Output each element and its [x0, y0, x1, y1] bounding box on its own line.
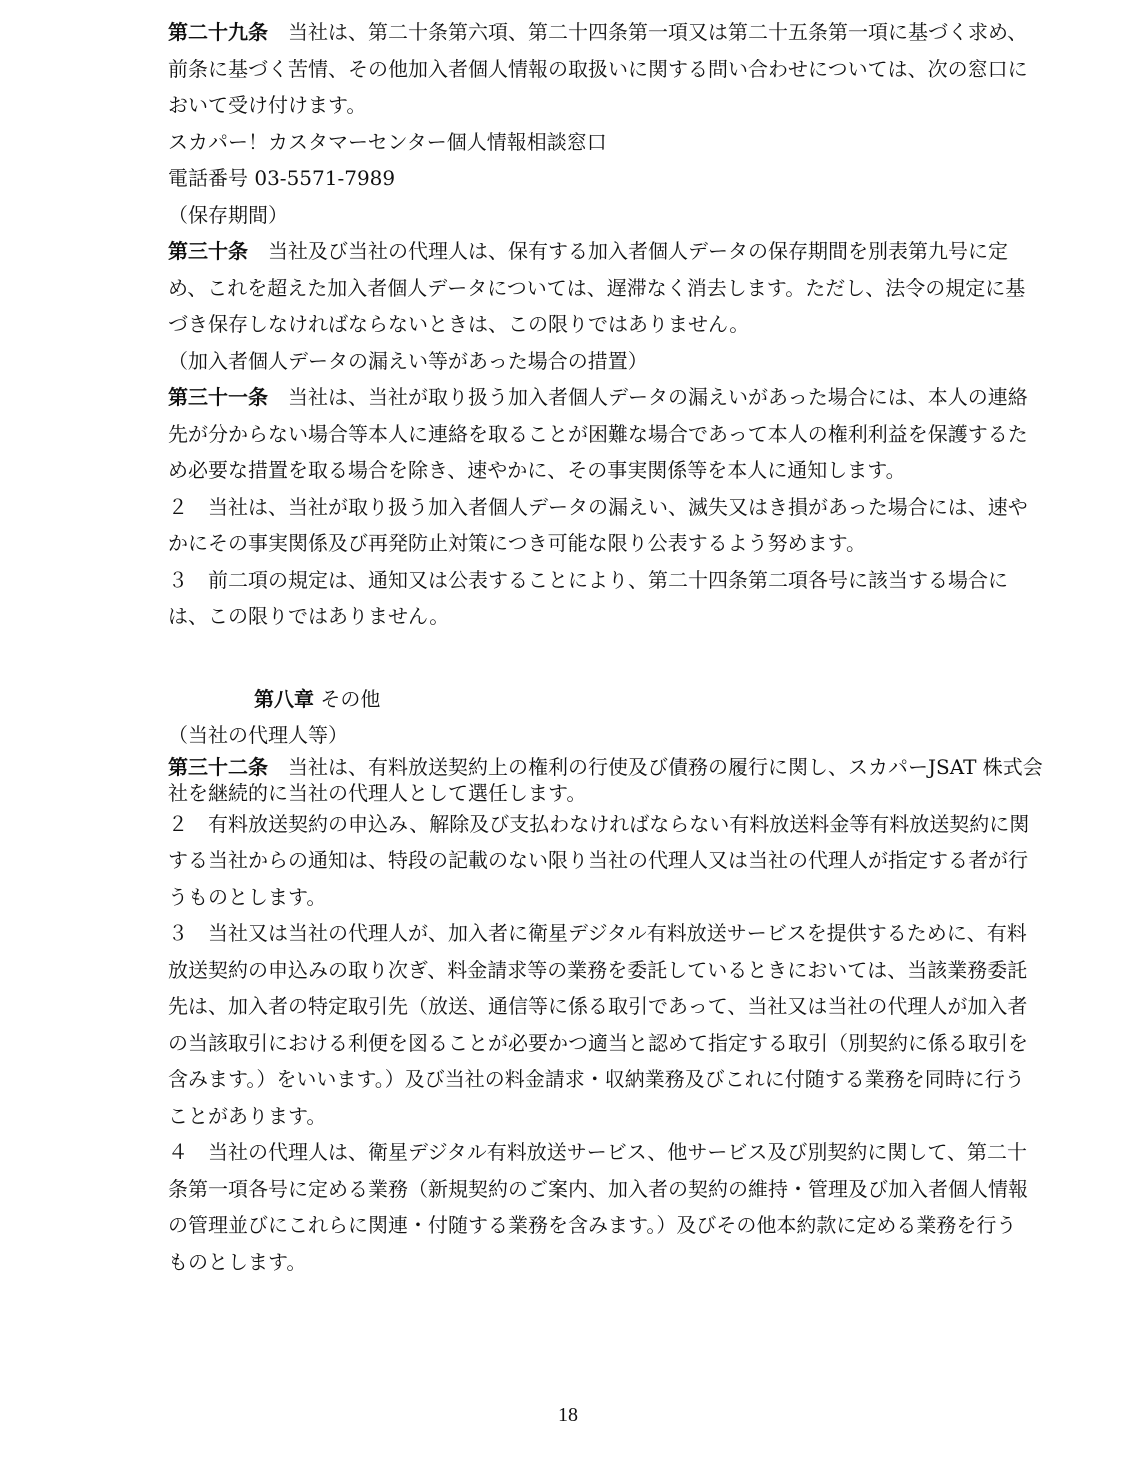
- article-32-line-2: 社を継続的に当社の代理人として選任します。: [168, 780, 587, 805]
- article-32-p3-line-6: ことがあります。: [168, 1103, 327, 1128]
- article-32-p4-line-4: ものとします。: [168, 1249, 307, 1274]
- article-31-line-2: 先が分からない場合等本人に連絡を取ることが困難な場合であって本人の権利利益を保護するた: [168, 421, 1028, 446]
- article-31-line-3: め必要な措置を取る場合を除き、速やかに、その事実関係等を本人に通知します。: [168, 458, 906, 482]
- article-29-line-2: 前条に基づく苦情、その他加入者個人情報の取扱いに関する問い合わせについては、次の窓口に: [168, 56, 1028, 81]
- article-29-line-1: 第二十九条 当社は、第二十条第六項、第二十四条第一項又は第二十五条第一項に基づく求め、: [168, 20, 1028, 44]
- article-31-p2-line-2: かにその事実関係及び再発防止対策につき可能な限り公表するよう努めます。: [168, 531, 866, 555]
- article-32-heading: 第三十二条: [168, 754, 268, 779]
- article-30-line-2: め、これを超えた加入者個人データについては、遅滞なく消去します。ただし、法令の規定に基: [168, 275, 1026, 300]
- article-31-heading: 第三十一条: [168, 385, 268, 409]
- contact-phone: 電話番号 03-5571-7989: [168, 166, 396, 190]
- article-32-caption: （当社の代理人等）: [168, 723, 348, 747]
- article-31-p3-line-1: ３ 前二項の規定は、通知又は公表することにより、第二十四条第二項各号に該当する場合に: [168, 567, 1008, 592]
- article-32-line-1: 第三十二条 当社は、有料放送契約上の権利の行使及び債務の履行に関し、スカパーJSAT 株式会: [168, 754, 1043, 779]
- article-32-p2-line-3: うものとします。: [168, 884, 327, 909]
- article-31-p3-line-2: は、この限りではありません。: [168, 604, 450, 628]
- chapter-8-heading: [168, 681, 1088, 718]
- article-32-p3-line-3: 先は、加入者の特定取引先（放送、通信等に係る取引であって、当社又は当社の代理人が加入者: [168, 994, 1028, 1018]
- article-32-p3-line-5: 含みます。）をいいます。）及び当社の料金請求・収納業務及びこれに付随する業務を同時に行う: [168, 1067, 1025, 1091]
- article-31-p2-line-1: ２ 当社は、当社が取り扱う加入者個人データの漏えい、滅失又はき損があった場合には、速や: [168, 494, 1028, 519]
- article-31-caption: （加入者個人データの漏えい等があった場合の措置）: [168, 348, 648, 373]
- article-30-line-3: づき保存しなければならないときは、この限りではありません。: [168, 312, 750, 336]
- article-32-p3-line-1: ３ 当社又は当社の代理人が、加入者に衛星デジタル有料放送サービスを提供するために、有料: [168, 921, 1027, 945]
- document-body: [168, 14, 1088, 1280]
- article-30-heading: 第三十条: [168, 239, 248, 263]
- article-32-p2-line-1: ２ 有料放送契約の申込み、解除及び支払わなければならない有料放送料金等有料放送契約に関: [168, 811, 1030, 836]
- article-32-p2-line-2: する当社からの通知は、特段の記載のない限り当社の代理人又は当社の代理人が指定する者が行: [168, 848, 1028, 872]
- article-32-p4-line-2: 条第一項各号に定める業務（新規契約のご案内、加入者の契約の維持・管理及び加入者個人情報: [168, 1176, 1028, 1201]
- article-29-line-3: おいて受け付けます。: [168, 93, 367, 117]
- article-32-p4-line-1: ４ 当社の代理人は、衛星デジタル有料放送サービス、他サービス及び別契約に関して、第二十: [168, 1140, 1027, 1164]
- article-31-line-1: 第三十一条 当社は、当社が取り扱う加入者個人データの漏えいがあった場合には、本人の連絡: [168, 385, 1028, 409]
- article-29-heading: 第二十九条: [168, 20, 268, 44]
- chapter-8-subtitle: その他: [320, 686, 381, 711]
- article-32-p4-line-3: の管理並びにこれらに関連・付随する業務を含みます。）及びその他本約款に定める業務を行う: [168, 1213, 1017, 1237]
- article-30-line-1: 第三十条 当社及び当社の代理人は、保有する加入者個人データの保存期間を別表第九号に定: [168, 239, 1008, 263]
- page-number: 18: [558, 1404, 578, 1426]
- article-30-caption: （保存期間）: [168, 202, 288, 227]
- article-32-p3-line-4: の当該取引における利便を図ることが必要かつ適当と認めて指定する取引（別契約に係る取引を: [168, 1030, 1028, 1055]
- chapter-8-title: 第八章: [254, 686, 314, 711]
- contact-name: スカパー！カスタマーセンター個人情報相談窓口: [168, 129, 607, 154]
- article-32-p3-line-2: 放送契約の申込みの取り次ぎ、料金請求等の業務を委託しているときにおいては、当該業務委託: [168, 957, 1028, 982]
